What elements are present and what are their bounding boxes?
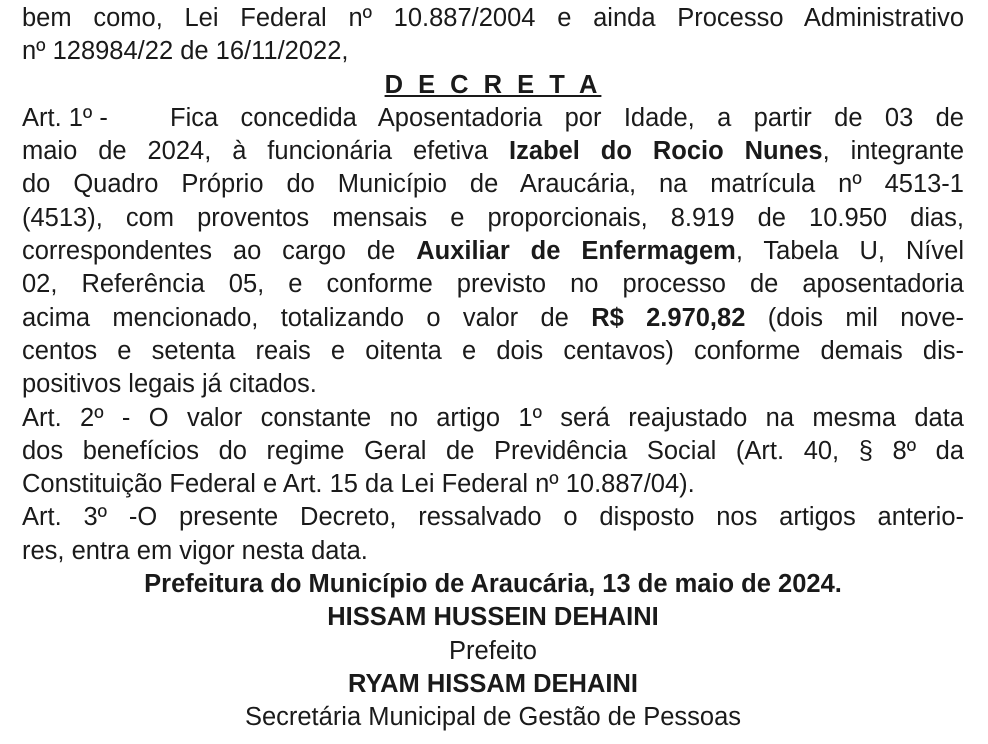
signature-place-date: Prefeitura do Município de Araucária, 13 de maio de 2024. [144, 570, 842, 599]
benefit-amount: R$ 2.970,82 [591, 303, 746, 332]
secretary-name: RYAM HISSAM DEHAINI [348, 669, 638, 698]
art1-label: Art. 1º - [22, 103, 108, 132]
art1-text-7c: (dois mil nove- [745, 303, 964, 332]
job-title: Auxiliar de Enfermagem [416, 237, 736, 266]
art1-text-2c: , integrante [822, 137, 964, 166]
art1-line-2 [22, 135, 964, 168]
art1-line-7 [22, 302, 964, 335]
art1-line-9: positivos legais já citados. [22, 370, 317, 399]
art1-line-5 [22, 235, 964, 268]
art1-line-4: (4513), com proventos mensais e proporcionais, 8.919 de 10.950 dias, [22, 203, 964, 232]
preamble-line-1: bem como, Lei Federal nº 10.887/2004 e ainda Processo Administrativo [22, 4, 964, 32]
art2-line-3: Constituição Federal e Art. 15 da Lei Federal nº 10.887/04). [22, 470, 695, 499]
art3-line-1: Art. 3º -O presente Decreto, ressalvado o disposto nos artigos anterio- [22, 503, 964, 532]
art1-text-2a: maio de 2024, à funcionária efetiva [22, 137, 510, 166]
art1-line-1 [22, 102, 964, 135]
mayor-title: Prefeito [449, 636, 537, 665]
employee-name: Izabel do Rocio Nunes [509, 137, 823, 166]
mayor-name: HISSAM HUSSEIN DEHAINI [327, 603, 659, 632]
art1-text-5c: , Tabela U, Nível [735, 237, 964, 266]
preamble-line-2: nº 128984/22 de 16/11/2022, [22, 37, 349, 66]
art1-line-8: centos e setenta reais e oitenta e dois centavos) conforme demais dis- [22, 336, 964, 365]
decree-document [22, 2, 964, 735]
art1-text-7a: acima mencionado, totalizando o valor de [22, 303, 592, 332]
art1-line-6: 02, Referência 05, e conforme previsto no processo de aposentadoria [22, 270, 964, 299]
art3-line-2: res, entra em vigor nesta data. [22, 536, 368, 565]
decree-title: D E C R E T A [384, 70, 602, 99]
decree-title-row [22, 69, 964, 102]
art1-text-5a: correspondentes ao cargo de [22, 237, 417, 266]
art1-line-3: do Quadro Próprio do Município de Araucária, na matrícula nº 4513-1 [22, 170, 964, 199]
art2-line-1: Art. 2º - O valor constante no artigo 1º será reajustado na mesma data [22, 403, 964, 432]
art1-text-1: Fica concedida Aposentadoria por Idade, a partir de 03 de [170, 103, 964, 132]
secretary-title: Secretária Municipal de Gestão de Pessoas [244, 703, 742, 732]
art2-line-2: dos benefícios do regime Geral de Previdência Social (Art. 40, § 8º da [22, 436, 964, 465]
